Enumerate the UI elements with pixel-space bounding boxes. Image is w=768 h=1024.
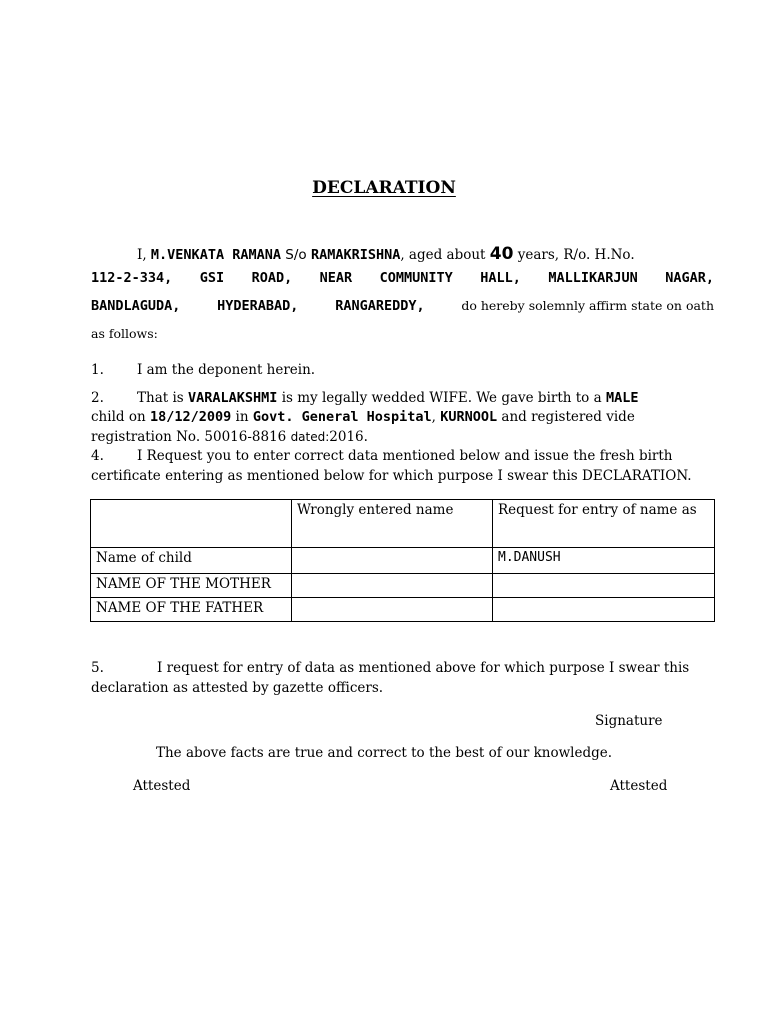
point-text: in: [231, 409, 253, 425]
table-cell: [292, 548, 493, 574]
intro-text: , aged about: [400, 247, 490, 263]
point-number: 5.: [91, 660, 104, 676]
facts-statement: The above facts are true and correct to the best of our knowledge.: [155, 745, 613, 761]
point-1: [91, 362, 714, 378]
registration-number: registration No. 50016-8816: [91, 429, 291, 445]
child-gender: MALE: [605, 390, 639, 406]
intro-line-3: [91, 298, 714, 314]
row-label: Name of child: [91, 548, 292, 574]
intro-line-1: [91, 244, 714, 264]
table-header-cell: [91, 500, 292, 548]
point-number: 1.: [91, 362, 104, 378]
point-2-line-2: [91, 409, 714, 425]
address-part: HALL,: [480, 270, 521, 286]
address-part: RANGAREDDY,: [335, 298, 425, 314]
father-name: RAMAKRISHNA: [310, 247, 401, 263]
age-value: 40: [489, 244, 514, 264]
intro-line-2: [91, 270, 714, 286]
point-text: I request for entry of data as mentioned above for which purpose I swear this: [157, 660, 690, 676]
point-2-line-1: [91, 390, 714, 406]
table-row: [91, 574, 715, 598]
point-text: ,: [431, 409, 441, 425]
point-4-line-1: [91, 448, 714, 464]
table-row: [91, 548, 715, 574]
point-4-line-2: certificate entering as mentioned below for which purpose I swear this DECLARATION.: [91, 468, 692, 484]
intro-text: S/o: [280, 247, 311, 263]
table-header-cell: Request for entry of name as: [493, 500, 715, 548]
point-text: is my legally wedded WIFE. We gave birth to a: [277, 390, 606, 406]
point-5-line-1: [91, 660, 714, 676]
address-part: MALLIKARJUN: [548, 270, 638, 286]
intro-line-4: as follows:: [91, 326, 158, 341]
table-cell: [292, 598, 493, 622]
address-part: COMMUNITY: [379, 270, 453, 286]
point-text: I am the deponent herein.: [137, 362, 316, 378]
point-text: That is: [137, 390, 189, 406]
signature-label: Signature: [595, 713, 663, 729]
table-cell: [292, 574, 493, 598]
point-number: 2.: [91, 390, 104, 406]
table-cell: M.DANUSH: [493, 548, 715, 574]
address-part: GSI: [199, 270, 225, 286]
wife-name: VARALAKSHMI: [188, 390, 278, 406]
address-part: ROAD,: [251, 270, 293, 286]
correction-table: [90, 499, 715, 622]
table-header-row: [91, 500, 715, 548]
address-part: BANDLAGUDA,: [91, 298, 181, 314]
table-cell: [493, 598, 715, 622]
deponent-name: M.VENKATA RAMANA: [150, 247, 281, 263]
point-5-line-2: declaration as attested by gazette officers.: [91, 680, 384, 696]
address-part: HYDERABAD,: [217, 298, 299, 314]
point-text: I Request you to enter correct data mentioned below and issue the fresh birth: [137, 448, 673, 464]
row-label: NAME OF THE FATHER: [91, 598, 292, 622]
document-title: DECLARATION: [312, 178, 456, 198]
registration-year: 2016.: [329, 429, 368, 445]
table-header-cell: Wrongly entered name: [292, 500, 493, 548]
point-number: 4.: [91, 448, 104, 464]
intro-text: I,: [137, 247, 151, 263]
table-cell: [493, 574, 715, 598]
attested-left: Attested: [133, 778, 191, 794]
row-label: NAME OF THE MOTHER: [91, 574, 292, 598]
point-text: and registered vide: [497, 409, 635, 425]
intro-text: years, R/o. H.No.: [513, 247, 635, 263]
point-2-line-3: [91, 429, 714, 445]
table-row: [91, 598, 715, 622]
point-text: child on: [91, 409, 150, 425]
child-dob: 18/12/2009: [149, 409, 232, 425]
address-part: NEAR: [319, 270, 353, 286]
city-name: KURNOOL: [440, 409, 498, 425]
address-part: NAGAR,: [665, 270, 714, 286]
intro-text: do hereby solemnly affirm state on oath: [461, 298, 714, 313]
attested-right: Attested: [610, 778, 668, 794]
hospital-name: Govt. General Hospital: [252, 409, 432, 425]
dated-label: dated:: [290, 430, 330, 444]
address-part: 112-2-334,: [91, 270, 173, 286]
